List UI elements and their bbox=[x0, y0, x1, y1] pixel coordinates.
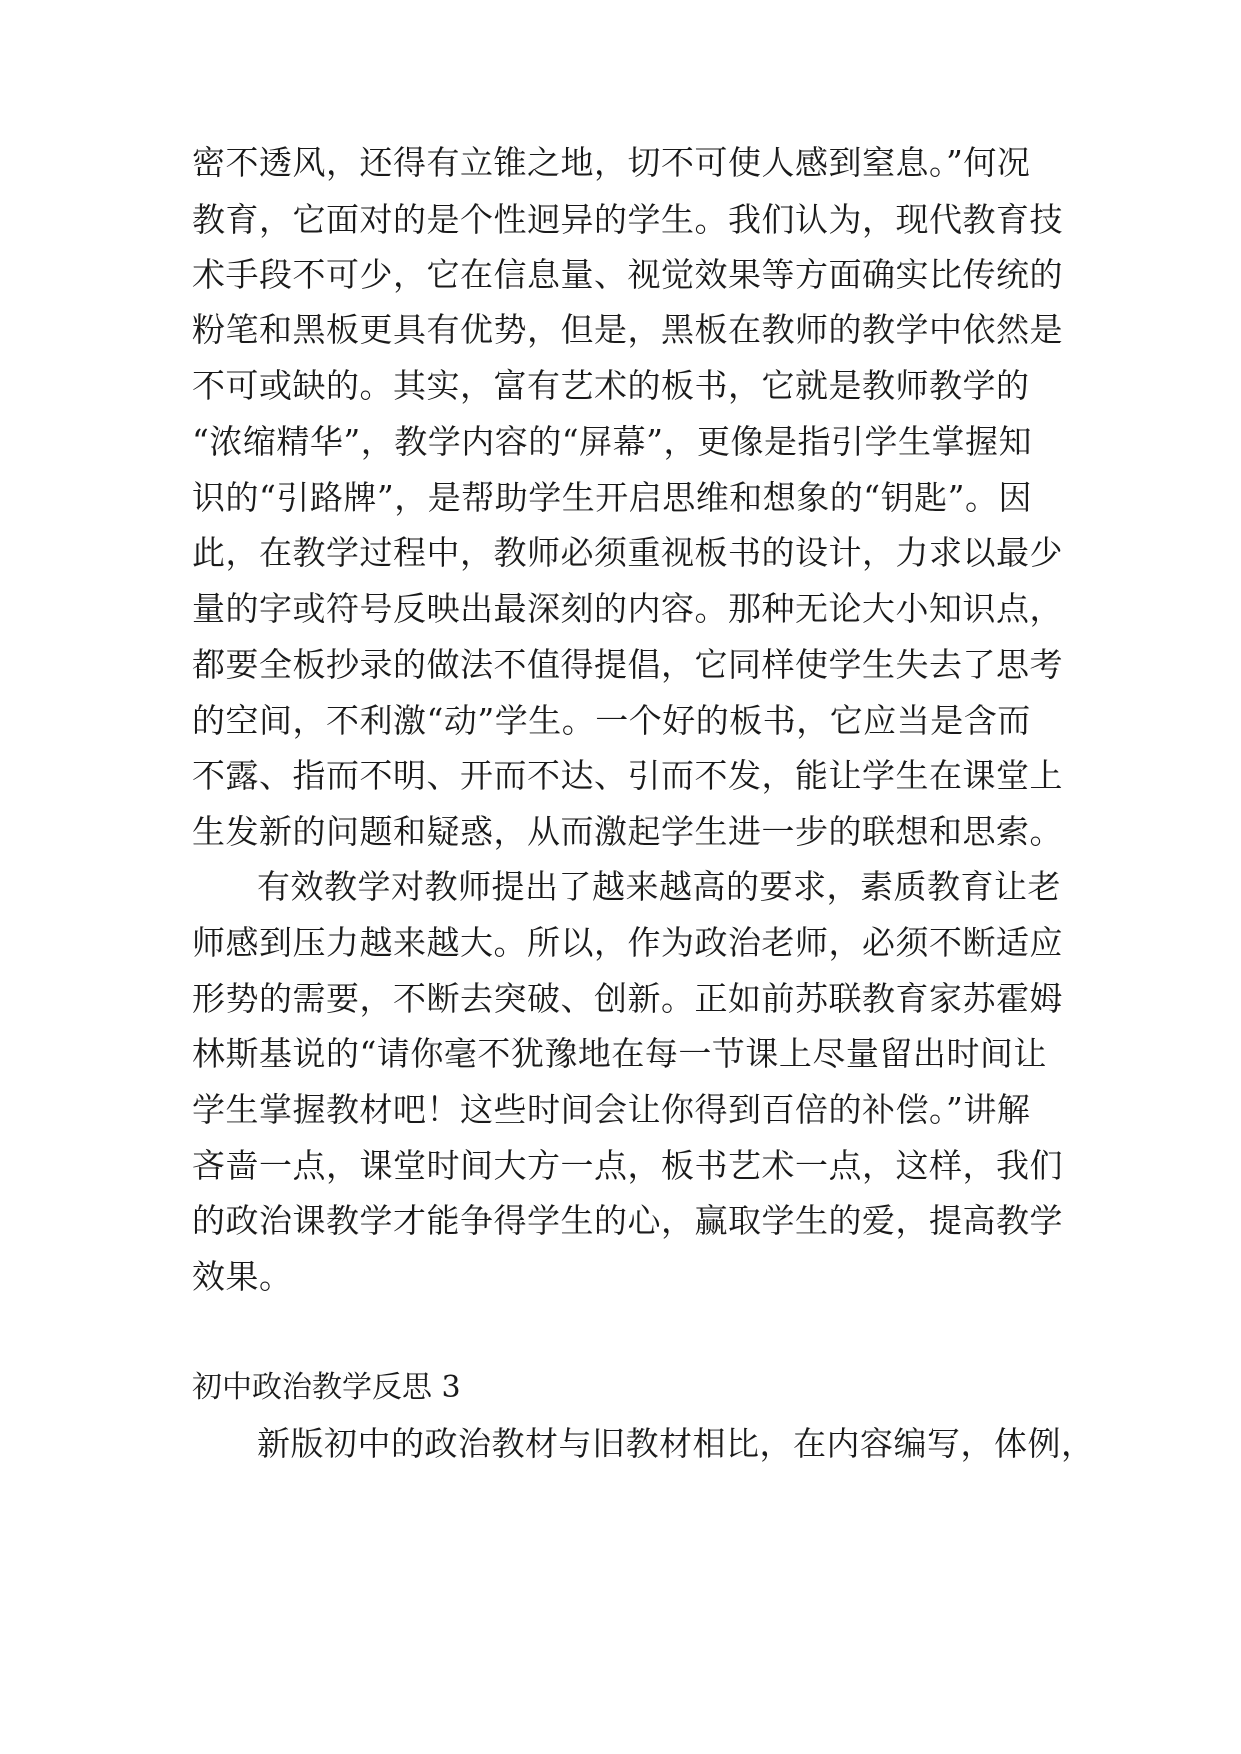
text-line: 都要全板抄录的做法不值得提倡，它同样使学生失去了思考 bbox=[192, 645, 1063, 684]
text-line: 吝啬一点，课堂时间大方一点，板书艺术一点，这样，我们 bbox=[192, 1146, 1063, 1185]
text-line: 此，在教学过程中，教师必须重视板书的设计，力求以最少 bbox=[192, 533, 1063, 572]
text-line: 的政治课教学才能争得学生的心，赢取学生的爱，提高教学 bbox=[192, 1201, 1063, 1240]
text-line: 不可或缺的。其实，富有艺术的板书，它就是教师教学的 bbox=[192, 366, 1030, 405]
text-line: 的空间，不利激“动”学生。一个好的板书，它应当是含而 bbox=[192, 701, 1031, 740]
text-line: 有效教学对教师提出了越来越高的要求，素质教育让老 bbox=[257, 867, 1061, 906]
text-line: 教育，它面对的是个性迥异的学生。我们认为，现代教育技 bbox=[192, 200, 1063, 239]
text-line: 师感到压力越来越大。所以，作为政治老师，必须不断适应 bbox=[192, 923, 1063, 962]
text-line: 林斯基说的“请你毫不犹豫地在每一节课上尽量留出时间让 bbox=[192, 1034, 1047, 1073]
text-line: “浓缩精华”，教学内容的“屏幕”，更像是指引学生掌握知 bbox=[192, 422, 1032, 461]
text-line: 识的“引路牌”，是帮助学生开启思维和想象的“钥匙”。因 bbox=[192, 478, 1032, 517]
text-line: 生发新的问题和疑惑，从而激起学生进一步的联想和思索。 bbox=[192, 812, 1063, 851]
text-line: 效果。 bbox=[192, 1257, 293, 1296]
text-line: 学生掌握教材吧！这些时间会让你得到百倍的补偿。”讲解 bbox=[192, 1090, 1031, 1129]
text-line: 新版初中的政治教材与旧教材相比，在内容编写，体例， bbox=[257, 1424, 1095, 1463]
text-line: 量的字或符号反映出最深刻的内容。那种无论大小知识点， bbox=[192, 589, 1063, 628]
text-line: 密不透风，还得有立锥之地，切不可使人感到窒息。”何况 bbox=[192, 143, 1031, 182]
text-line: 粉笔和黑板更具有优势，但是，黑板在教师的教学中依然是 bbox=[192, 310, 1063, 349]
text-line: 形势的需要，不断去突破、创新。正如前苏联教育家苏霍姆 bbox=[192, 979, 1063, 1018]
text-line: 术手段不可少，它在信息量、视觉效果等方面确实比传统的 bbox=[192, 255, 1063, 294]
text-line: 不露、指而不明、开而不达、引而不发，能让学生在课堂上 bbox=[192, 756, 1063, 795]
section-heading: 初中政治教学反思 3 bbox=[192, 1370, 461, 1405]
